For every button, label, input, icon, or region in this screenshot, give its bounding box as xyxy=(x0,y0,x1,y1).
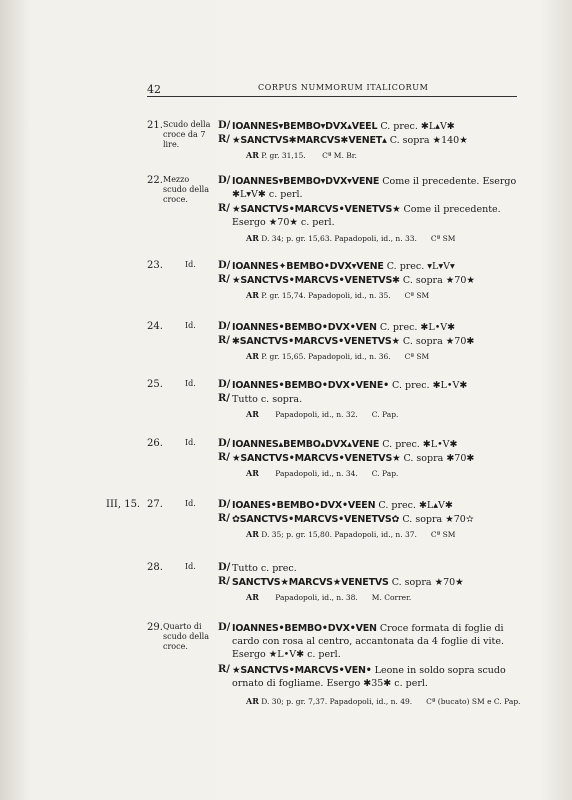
reference-extra: Papadopoli, id., n. 33. xyxy=(334,234,417,243)
obverse-legend: IOANNES▾BEMBO▾DVX▴VEEL xyxy=(232,121,378,132)
obverse-mark: D/ xyxy=(218,260,231,271)
obverse-line xyxy=(232,175,522,201)
collection: Cª (bucato) SM e C. Pap. xyxy=(426,697,521,706)
reverse-text: Come il precedente. Esergo ★70★ c. perl. xyxy=(232,204,501,228)
reference-line xyxy=(246,290,429,300)
obverse-mark: D/ xyxy=(218,175,231,186)
obverse-text: Croce formata di foglie di cardo con rosa al centro, accantonata da 4 foglie di vite. Esergo ★L•V✱ c. perl. xyxy=(232,623,505,660)
entry-number: 29. xyxy=(147,622,163,633)
reference-extra: Papadopoli, id., n. 32. xyxy=(275,410,358,419)
obverse-legend: IOANNES▾BEMBO▾DVX▾VENE xyxy=(232,176,380,187)
reverse-legend: ★SANCTVS•MARCVS•VENETVS✱ xyxy=(232,275,400,286)
reverse-mark: R/ xyxy=(218,274,230,285)
obverse-legend: IOANNES▴BEMBO▴DVX▴VENE xyxy=(232,439,380,450)
obverse-text: C. prec. ✱L•V✱ xyxy=(382,439,458,450)
reverse-line xyxy=(232,134,522,147)
reverse-mark: R/ xyxy=(218,203,230,214)
reference-line xyxy=(246,409,398,419)
entry-description: Id. xyxy=(185,321,196,330)
obverse-text: C. prec. ✱L•V✱ xyxy=(379,322,456,333)
entry-description: Id. xyxy=(185,260,196,269)
entry-number: 21. xyxy=(147,120,163,131)
reference-text: P. gr. 31,15. xyxy=(261,151,306,160)
entry-number: 28. xyxy=(147,562,163,573)
reverse-text: Tutto c. sopra. xyxy=(232,394,303,405)
entry-description: Id. xyxy=(185,499,196,508)
reverse-text: C. sopra ★70★ xyxy=(391,577,464,588)
reverse-legend: ★SANCTVS•MARCVS•VENETVS★ xyxy=(232,204,401,215)
page-number: 42 xyxy=(147,83,161,96)
reverse-legend: ✱SANCTVS•MARCVS•VENETVS★ xyxy=(232,336,400,347)
reference-extra: Papadopoli, id., n. 34. xyxy=(275,469,358,478)
collection: Cª M. Br. xyxy=(322,151,357,160)
reference-extra: Papadopoli, id., n. 36. xyxy=(308,352,391,361)
collection: M. Correr. xyxy=(371,593,412,602)
obverse-legend: IOANNES•BEMBO•DVX•VENE• xyxy=(232,380,389,391)
reverse-mark: R/ xyxy=(218,393,230,404)
obverse-mark: D/ xyxy=(218,438,231,449)
reverse-mark: R/ xyxy=(218,664,230,675)
reference-text: D. 30; p. gr. 7,37. xyxy=(261,697,328,706)
reference-extra: Papadopoli, id., n. 49. xyxy=(329,697,413,706)
reference-text: P. gr. 15,65. xyxy=(261,352,306,361)
entry-number: 27. xyxy=(147,499,163,510)
reverse-line xyxy=(232,576,522,589)
obverse-line xyxy=(232,260,522,273)
reverse-legend: ★SANCTVS✱MARCVS✱VENET▴ xyxy=(232,135,387,146)
obverse-legend: IOANNES•BEMBO•DVX•VEN xyxy=(232,623,377,634)
collection: Cª SM xyxy=(430,530,456,539)
reverse-line xyxy=(232,513,522,526)
entry-description: Id. xyxy=(185,379,196,388)
collection: C. Pap. xyxy=(371,469,399,478)
entry-description: Id. xyxy=(185,438,196,447)
obverse-mark: D/ xyxy=(218,120,231,131)
entry-number: 26. xyxy=(147,438,163,449)
metal-symbol: AR xyxy=(246,290,259,300)
reverse-legend: ★SANCTVS•MARCVS•VENETVS★ xyxy=(232,453,401,464)
reference-line xyxy=(246,233,455,243)
reference-line xyxy=(246,351,429,361)
reference-text: D. 35; p. gr. 15,80. xyxy=(261,530,332,539)
reference-line xyxy=(246,150,357,160)
entry-description: Quarto di scudo della croce. xyxy=(163,622,209,651)
reverse-mark: R/ xyxy=(218,335,230,346)
reverse-text: Leone in soldo sopra scudo ornato di fogliame. Esergo ✱35✱ c. perl. xyxy=(232,665,506,689)
plate-reference: III, 15. xyxy=(106,499,141,510)
obverse-mark: D/ xyxy=(218,379,231,390)
reverse-line xyxy=(232,335,522,348)
reference-line xyxy=(246,696,521,706)
collection: Cª SM xyxy=(404,291,430,300)
collection: C. Pap. xyxy=(371,410,399,419)
reference-line xyxy=(246,468,398,478)
metal-symbol: AR xyxy=(246,696,259,706)
reverse-legend: ✿SANCTVS•MARCVS•VENETVS✿ xyxy=(232,514,400,525)
reference-text: P. gr. 15,74. xyxy=(261,291,306,300)
reference-text: D. 34; p. gr. 15,63. xyxy=(261,234,332,243)
reverse-mark: R/ xyxy=(218,576,230,587)
obverse-legend: IOANNES•BEMBO•DVX•VEN xyxy=(232,322,377,333)
reference-extra: Papadopoli, id., n. 38. xyxy=(275,593,358,602)
collection: Cª SM xyxy=(430,234,456,243)
obverse-text: C. prec. ✱L▴V✱ xyxy=(378,500,453,511)
reverse-text: C. sopra ★70★ xyxy=(402,275,475,286)
reference-line xyxy=(246,529,455,539)
reverse-mark: R/ xyxy=(218,513,230,524)
reverse-text: C. sopra ★140★ xyxy=(389,135,468,146)
obverse-mark: D/ xyxy=(218,562,231,573)
obverse-line xyxy=(232,120,522,133)
obverse-line xyxy=(232,438,522,451)
obverse-mark: D/ xyxy=(218,321,231,332)
obverse-text: C. prec. ✱L▴V✱ xyxy=(380,121,455,132)
reverse-text: C. sopra ★70✫ xyxy=(402,514,474,525)
reverse-mark: R/ xyxy=(218,134,230,145)
obverse-text: C. prec. ✱L•V✱ xyxy=(392,380,468,391)
obverse-mark: D/ xyxy=(218,499,231,510)
reverse-line xyxy=(232,664,522,690)
metal-symbol: AR xyxy=(246,150,259,160)
reference-extra: Papadopoli, id., n. 37. xyxy=(334,530,417,539)
running-head: CORPUS NUMMORUM ITALICORUM xyxy=(258,83,429,92)
reverse-mark: R/ xyxy=(218,452,230,463)
reverse-text: C. sopra ★70✱ xyxy=(402,336,475,347)
obverse-line xyxy=(232,622,522,661)
reverse-legend: SANCTVS★MARCVS★VENETVS xyxy=(232,577,389,588)
obverse-text: Tutto c. prec. xyxy=(232,563,297,574)
obverse-line xyxy=(232,379,522,392)
reference-extra: Papadopoli, id., n. 35. xyxy=(308,291,391,300)
entry-description: Id. xyxy=(185,562,196,571)
entry-number: 25. xyxy=(147,379,163,390)
reverse-line xyxy=(232,203,522,229)
reverse-line xyxy=(232,393,522,406)
obverse-text: C. prec. ▾L▾V▾ xyxy=(386,261,455,272)
metal-symbol: AR xyxy=(246,409,259,419)
metal-symbol: AR xyxy=(246,351,259,361)
obverse-legend: IOANES•BEMBO•DVX•VEEN xyxy=(232,500,376,511)
reverse-legend: ★SANCTVS•MARCVS•VEN• xyxy=(232,665,372,676)
obverse-mark: D/ xyxy=(218,622,231,633)
entry-description: Scudo della croce da 7 lire. xyxy=(163,120,211,149)
reverse-text: C. sopra ✱70✱ xyxy=(403,453,475,464)
reverse-line xyxy=(232,274,522,287)
header-rule xyxy=(147,96,517,97)
obverse-text: Come il precedente. Esergo ✱L▾V✱ c. perl. xyxy=(232,176,517,200)
metal-symbol: AR xyxy=(246,468,259,478)
obverse-line xyxy=(232,499,522,512)
reference-line xyxy=(246,592,411,602)
entry-description: Mezzo scudo della croce. xyxy=(163,175,209,204)
metal-symbol: AR xyxy=(246,592,259,602)
entry-number: 22. xyxy=(147,175,163,186)
obverse-legend: IOANNES✦BEMBO•DVX▾VENE xyxy=(232,261,384,272)
metal-symbol: AR xyxy=(246,529,259,539)
entry-number: 24. xyxy=(147,321,163,332)
obverse-line xyxy=(232,321,522,334)
metal-symbol: AR xyxy=(246,233,259,243)
collection: Cª SM xyxy=(404,352,430,361)
reverse-line xyxy=(232,452,522,465)
obverse-line xyxy=(232,562,522,575)
entry-number: 23. xyxy=(147,260,163,271)
